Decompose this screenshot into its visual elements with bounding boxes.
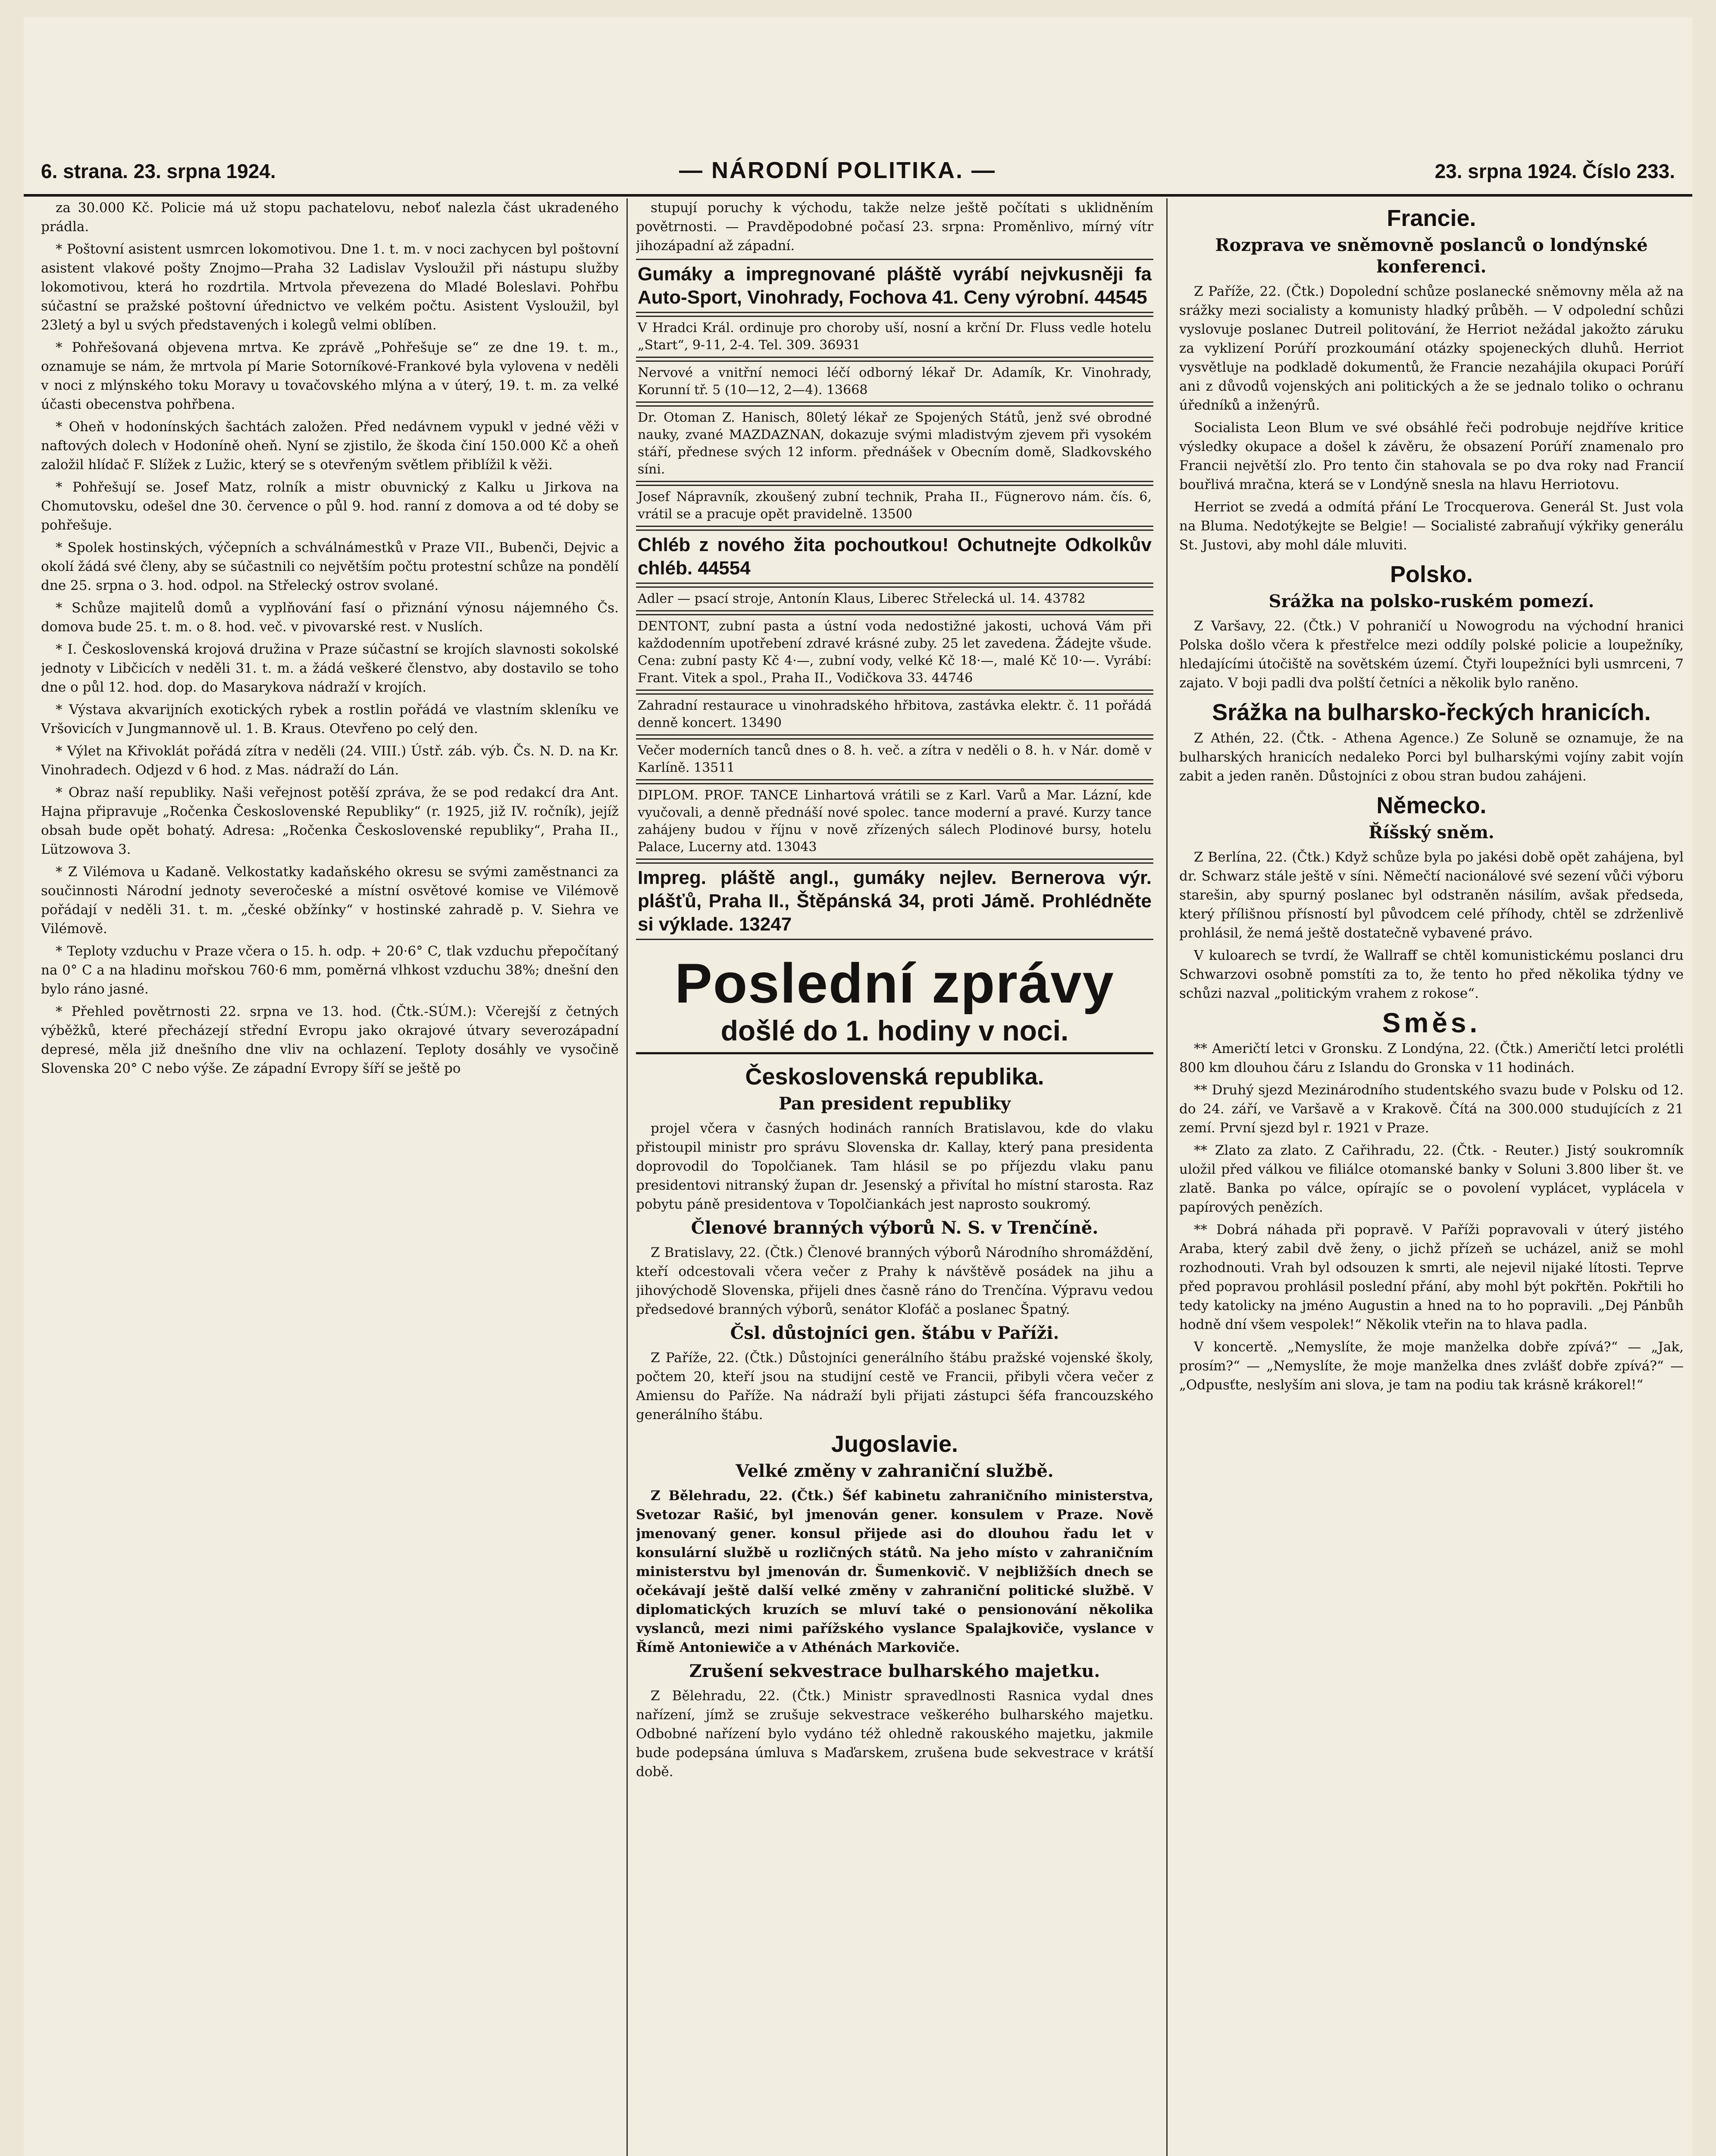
advertisement: Chléb z nového žita pochoutkou! Ochutnejte Odkolkův chléb. 44554 (636, 530, 1153, 584)
article-paragraph: * Obraz naší republiky. Naši veřejnost potěší zpráva, že se pod redakcí dra Ant. Hajna připravuje „Ročenka Československé Republiky“ (r. 1925, již IV. ročník), jejíž obsah bude opět bohatý. Adresa: „Ročenka Československé republiky“, Praha II., Lützowova 3. (41, 785, 619, 857)
article-paragraph: * Výlet na Křivoklát pořádá zítra v neděli (24. VIII.) Ústř. záb. výb. Čs. N. D. na Kr. Vinohradech. Odjezd v 6 hod. z Mas. nádraží do Lán. (41, 743, 619, 778)
article-paragraph: Z Paříže, 22. (Čtk.) Důstojníci generálního štábu pražské vojenské školy, počtem 20, kteří jsou na studijní cestě ve Francii, přibyli včera večer z Amiensu do Paříže. Na nádraží byli přijati zástupci šéfa francouzského generálního štábu. (636, 1350, 1153, 1423)
section-heading: Německo. (1376, 793, 1487, 818)
article-paragraph: * Teploty vzduchu v Praze včera o 15. h. odp. + 20·6° C, tlak vzduchu přepočítaný na 0° C a na hladinu mořskou 760·6 mm, poměrná vlhkost vzduchu 38%; dnešní den bylo ráno jasné. (41, 943, 619, 997)
article-paragraph: * Přehled povětrnosti 22. srpna ve 13. hod. (Čtk.-SÚM.): Včerejší z četných výběžků, které přecházejí střední Evropu jako okrajové útvary severozápadní depresé, měla již dnešního dne vliv na ochlazení. Teploty dosáhly ve vysočině Slovenska 20° C nebo výše. Ze západní Evropy šíří se ještě po (41, 1004, 619, 1076)
advertisement: Dr. Otoman Z. Hanisch, 80letý lékař ze Spojených Států, jenž své obrodné nauky, zvané MAZDAZNAN, dokazuje svými mladistvým zjevem při vysokém stáří, přednese svých 12 inform. přednášek v Obecním domě, Sladkovského síni. (636, 405, 1153, 482)
advertisement: DIPLOM. PROF. TANCE Linhartová vrátili se z Karl. Varů a Mar. Lázní, kde vyučovali, a denně přednáší nové spolec. tance moderní a pravé. Kurzy tance zahájeny budou v říjnu v nově zřízených sálech Plodinové bursy, hotelu Palace, Lucerny atd. 13043 (636, 783, 1153, 860)
article-paragraph: V kuloarech se tvrdí, že Wallraff se chtěl komunistickému poslanci dru Schwarzovi osobně pomstíti za to, že tento ho před několika týdny ve schůzi nazval „politickým vrahem z rokose“. (1179, 948, 1684, 1001)
section-heading: Směs. (1382, 1007, 1481, 1038)
article-paragraph: Z Athén, 22. (Čtk. - Athena Agence.) Ze Soluně se oznamuje, že na bulharských hranicích nedaleko Porci byl bulharskými vojíny zabit vojín zabit a jeden raněn. Důstojníci z obou stran budou zahájeni. (1179, 730, 1684, 784)
article-paragraph: * Pohřešovaná objevena mrtva. Ke zprávě „Pohřešuje se“ ze dne 19. t. m., oznamuje se nám, že mrtvola pí Marie Sotorníkové-Frankové byla vylovena v neděli v noci z mlýnského toku Moravy u tovačovského mlýna a v úterý, 19. t. m. za velké účasti obecenstva pohřbena. (41, 340, 619, 412)
column-2 (636, 198, 1153, 2156)
advertisement: V Hradci Král. ordinuje pro choroby uší, nosní a krční Dr. Fluss vedle hotelu „Start“, 9-11, 2-4. Tel. 309. 36931 (636, 316, 1153, 358)
article-paragraph: Z Bělehradu, 22. (Čtk.) Ministr spravedlnosti Rasnica vydal dnes nařízení, jímž se zrušuje sekvestrace veškerého bulharského majetku. Odbobné nařízení bylo vydáno též ohledně rakouského majetku, jakmile bude podepsána úmluva s Maďarskem, zrušena bude sekvestrace v krátší době. (636, 1688, 1153, 1780)
article-headline: Pan president republiky (779, 1094, 1011, 1114)
advertisement: Gumáky a impregnované pláště vyrábí nejvkusněji fa Auto-Sport, Vinohrady, Fochova 41. Ceny výrobní. 44545 (636, 259, 1153, 313)
newspaper-page (24, 17, 1692, 2156)
article-paragraph: Z Paříže, 22. (Čtk.) Dopolední schůze poslanecké sněmovny měla až na srážky mezi socialisty a komunisty hladký průběh. — V odpolední schůzi vyslovuje poslanec Dutreil politování, že Herriot nežádal jakožto záruku za vyklizení Porúří prozkoumání otázky spojeneckých dluhů. Herriot vysvětluje na podkladě dokumentů, že Francie nezahájila okupaci Porúří ani z důvodů vojenských ani politických a že se jednalo toliko o ochranu úředníků a inženýrů. (1179, 284, 1684, 413)
article-paragraph: Z Bělehradu, 22. (Čtk.) Šéf kabinetu zahraničního ministerstva, Svetozar Rašić, byl jmenován gener. konsulem v Praze. Nově jmenovaný gener. konsul přijede asi do dlouhou řadu let v konsulární službě u rozličných států. Na jeho místo v zahraničním ministerstvu byl jmenován dr. Šumenkovič. V nejbližších dnech se očekávají ještě další velké změny v zahraniční politické službě. V diplomatických kruzích se mluví také o pensionování několika vyslanců, mezi nimi pařížského vyslance Spalajkoviče, vyslance v Římě Antoniewiče a v Athénách Markoviče. (636, 1488, 1153, 1655)
column-rule-2 (1166, 198, 1168, 2156)
article-headline: Členové branných výborů N. S. v Trenčíně. (691, 1218, 1099, 1238)
article-paragraph: Z Varšavy, 22. (Čtk.) V pohraničí u Nowogrodu na východní hranici Polska došlo včera k přestřelce mezi oddíly polské policie a loupežníky, hledajícími útočiště na sovětském území. Čtyři loupežníci byli usmrceni, 7 zajato. V boji padli dva polští četníci a několik bylo raněno. (1179, 618, 1684, 691)
article-paragraph: Socialista Leon Blum ve své obsáhlé řeči podrobuje nejdříve kritice výsledky okupace a došel k závěru, že obsazení Porúří znamenalo pro Francii největší zlo. Pro tento čin stahovala se po dva roky nad Francií bouřlivá mračna, která se v Londýně snesla na hlavu Herriotovu. (1179, 420, 1684, 492)
issue-number: 23. srpna 1924. Číslo 233. (1434, 160, 1675, 182)
article-paragraph: stupují poruchy k východu, takže nelze ještě počítati s uklidněním povětrnosti. — Pravděpodobné počasí 23. srpna: Proměnlivo, mírný vítr jihozápadní až západní. (636, 200, 1153, 254)
article-paragraph: * Schůze majitelů domů a vyplňování fasí o přiznání výnosu nájemného Čs. domova bude 25. t. m. o 8. hod. več. v pivovarské rest. v Nuslích. (41, 600, 619, 635)
article-headline: Zrušení sekvestrace bulharského majetku. (689, 1661, 1100, 1681)
section-heading: Francie. (1387, 205, 1476, 231)
advertisement: Večer moderních tanců dnes o 8. h. več. a zítra v neděli o 8. h. v Nár. domě v Karlíně. 13511 (636, 738, 1153, 780)
article-paragraph: ** Zlato za zlato. Z Cařihradu, 22. (Čtk. - Reuter.) Jistý soukromník uložil před válkou ve filiálce otomanské banky v Soluni 3.800 liber št. ve zlatě. Banka po válce, opírajíc se o povolení vyplácet, vyplácela v papírových penězích. (1179, 1143, 1684, 1215)
article-paragraph: za 30.000 Kč. Policie má už stopu pachatelovu, neboť nalezla část ukradeného prádla. (41, 200, 619, 235)
column-3 (1179, 198, 1684, 2156)
column-rule-1 (626, 198, 628, 2156)
article-paragraph: ** Američtí letci v Gronsku. Z Londýna, 22. (Čtk.) Američtí letci prolétli 800 km dlouhou čáru z Islandu do Gronska v 11 hodinách. (1179, 1041, 1684, 1075)
article-paragraph: * Oheň v hodonínských šachtách založen. Před nedávnem vypukl v jedné věži v naftových dolech v Hodoníně oheň. Nyní se zjistilo, že škoda činí 150.000 Kč a oheň založil hlídač F. Slížek z Lužic, který se s otevřeným světlem přiblížil k věži. (41, 419, 619, 473)
article-paragraph: * Pohřešují se. Josef Matz, rolník a mistr obuvnický z Kalku u Jirkova na Chomutovsku, odešel dne 30. července o půl 9. hod. ranní z domova a od té doby se pohřešuje. (41, 479, 619, 533)
article-headline: Srážka na polsko-ruském pomezí. (1268, 591, 1594, 611)
article-paragraph: * Spolek hostinských, výčepních a schválnámestků v Praze VII., Bubenči, Dejvic a okolí žádá své členy, aby se súčastnili co největším počtu protestní schůze na pondělí dne 25. srpna o 3. hod. odpol. na Střelecký ostrov svolané. (41, 540, 619, 593)
article-paragraph: ** Druhý sjezd Mezinárodního studentského svazu bude v Polsku od 12. do 24. září, ve Varšavě a v Krakově. Čítá na 300.000 studujících z 21 zemí. První sjezd byl r. 1921 v Praze. (1179, 1082, 1684, 1136)
latest-news-banner: Poslední zprávy (675, 952, 1115, 1015)
page-date: 6. strana. 23. srpna 1924. (41, 160, 276, 182)
article-paragraph: Herriot se zvedá a odmítá přání Le Trocquerova. Generál St. Just vola na Bluma. Nedotýkejte se Belgie! — Socialisté zabraňují výkřiky generálu St. Justovi, aby mohl dále mluviti. (1179, 499, 1684, 553)
article-paragraph: * Poštovní asistent usmrcen lokomotivou. Dne 1. t. m. v noci zachycen byl poštovní asistent vlakové pošty Znojmo—Praha 32 Ladislav Vysloužil při nástupu služby lokomotivou, která ho rozdrtila. Mrtvola převezena do Mladé Boleslavi. Pohřbu súčastní se pražské poštovní úřednictvo ve velkém počtu. Asistent Vysloužil, byl 23letý a byl u svých představených i kolegů velmi oblíben. (41, 241, 619, 333)
article-paragraph: Z Bratislavy, 22. (Čtk.) Členové branných výborů Národního shromáždění, kteří odcestovali včera večer z Prahy k návštěvě posádek na jihu a jihovýchodě Slovenska, přijeli dnes časně ráno do Trenčína. Výpravu vedou předsedové branných výborů, senátor Klofáč a poslanec Špatný. (636, 1245, 1153, 1317)
section-heading: Československá republika. (745, 1064, 1044, 1090)
section-heading: Jugoslavie. (831, 1431, 958, 1457)
article-headline: Říšský sněm. (1368, 822, 1494, 843)
article-paragraph: projel včera v časných hodinách ranních Bratislavou, kde do vlaku přistoupil ministr pro správu Slovenska dr. Kallay, který pana presidenta doprovodil do Topolčianek. Tam hlásil se po příjezdu vlaku panu presidentovi nitranský župan dr. Jesenský a přivítal ho místní starosta. Raz pobytu páně presidentova v Topolčiankách jest naprosto soukromý. (636, 1121, 1153, 1212)
article-paragraph: * Výstava akvarijních exotických rybek a rostlin pořádá ve vlastním skleníku ve Vršovicích v Jungmannově ul. 1. B. Kraus. Otevřeno po celý den. (41, 702, 619, 736)
article-headline: Čsl. důstojníci gen. štábu v Paříži. (730, 1323, 1059, 1343)
advertisement: Zahradní restaurace u vinohradského hřbitova, zastávka elektr. č. 11 pořádá denně koncert. 13490 (636, 693, 1153, 736)
masthead (24, 147, 1692, 197)
article-paragraph: Z Berlína, 22. (Čtk.) Když schůze byla po jakési době opět zahájena, byl dr. Schwarz stále ještě v síni. Němečtí nacionálové své sezení vůči výboru starešin, aby spurný poslanec byl odstraněn násilím, avšak předseda, který přílišnou přísností byl původcem celé příhody, chtěl se zdrženlivě prohlásil, že nemá ještě dostatečně vybavené právo. (1179, 849, 1684, 941)
article-headline: Rozprava ve sněmovně poslanců o londýnské konferenci. (1215, 235, 1648, 277)
article-paragraph: ** Dobrá náhada při popravě. V Paříži popravovali v úterý jistého Araba, který zabil dvě ženy, o jichž přízeň se ucházel, aniž se mohl rozhodnouti. Vrah byl odsouzen k smrti, ale nejevil nijaké lítosti. Teprve před popravou prohlásil poslední přání, aby mohl být pokřtěn. Pokřtili ho tedy katolicky na jméno Augustin a hned na to ho popravili. „Dej Pánbůh hodně dní všem vespolek!“ Několik vteřin na to hlava padla. (1179, 1222, 1684, 1332)
section-heading: Srážka na bulharsko-řeckých hranicích. (1212, 699, 1651, 725)
advertisement: Adler — psací stroje, Antonín Klaus, Liberec Střelecká ul. 14. 43782 (636, 586, 1153, 611)
article-paragraph: V koncertě. „Nemyslíte, že moje manželka dobře zpívá?“ — „Jak, prosím?“ — „Nemyslíte, že moje manželka dnes zvlášť dobře zpívá?“ — „Odpusťte, neslyším ani slova, je tam na podiu tak krásně krákorel!“ (1179, 1339, 1684, 1393)
paper-title: — NÁRODNÍ POLITIKA. — (679, 157, 996, 183)
advertisement: Josef Nápravník, zkoušený zubní technik, Praha II., Fügnerovo nám. čís. 6, vrátil se a pracuje opět pravidelně. 13500 (636, 485, 1153, 527)
article-paragraph: * I. Československá krojová družina v Praze súčastní se krojích slavnosti sokolské jednoty v Libčicích v neděli 31. t. m. a žádá veškeré členstvo, aby dostavilo se toho dne o půl 12. hod. dop. do Masarykova nádraží v krojích. (41, 642, 619, 695)
article-paragraph: * Z Vilémova u Kadaně. Velkostatky kadaňského okresu se svými zaměstnanci za součinnosti Národní jednoty severočeské a místní osvětové komise ve Vilémově pořádají v neděli 31. t. m. „české obžínky“ v hostinské zahradě p. V. Siehra ve Vilémově. (41, 864, 619, 937)
advertisement: Nervové a vnitřní nemoci léčí odborný lékař Dr. Adamík, Kr. Vinohrady, Korunní tř. 5 (10—12, 2—4). 13668 (636, 360, 1153, 403)
article-headline: Velké změny v zahraniční službě. (736, 1461, 1054, 1481)
column-1 (41, 198, 619, 2156)
section-heading: Polsko. (1390, 561, 1473, 587)
advertisement: DENTONT, zubní pasta a ústní voda nedostižné jakosti, uchová Vám při každodenním upotřebení zdravé krásné zuby. 25 let zavedena. Žádejte všude. Cena: zubní pasty Kč 4·—, zubní vody, velké Kč 18·—, malé Kč 10·—. Vyrábí: Frant. Vitek a spol., Praha II., Vodičkova 33. 44746 (636, 614, 1153, 691)
latest-news-subbanner: došlé do 1. hodiny v noci. (636, 1013, 1153, 1054)
advertisement: Impreg. pláště angl., gumáky nejlev. Bernerova výr. plášťů, Praha II., Štěpánská 34, proti Jámě. Prohlédněte si výklade. 13247 (636, 862, 1153, 940)
